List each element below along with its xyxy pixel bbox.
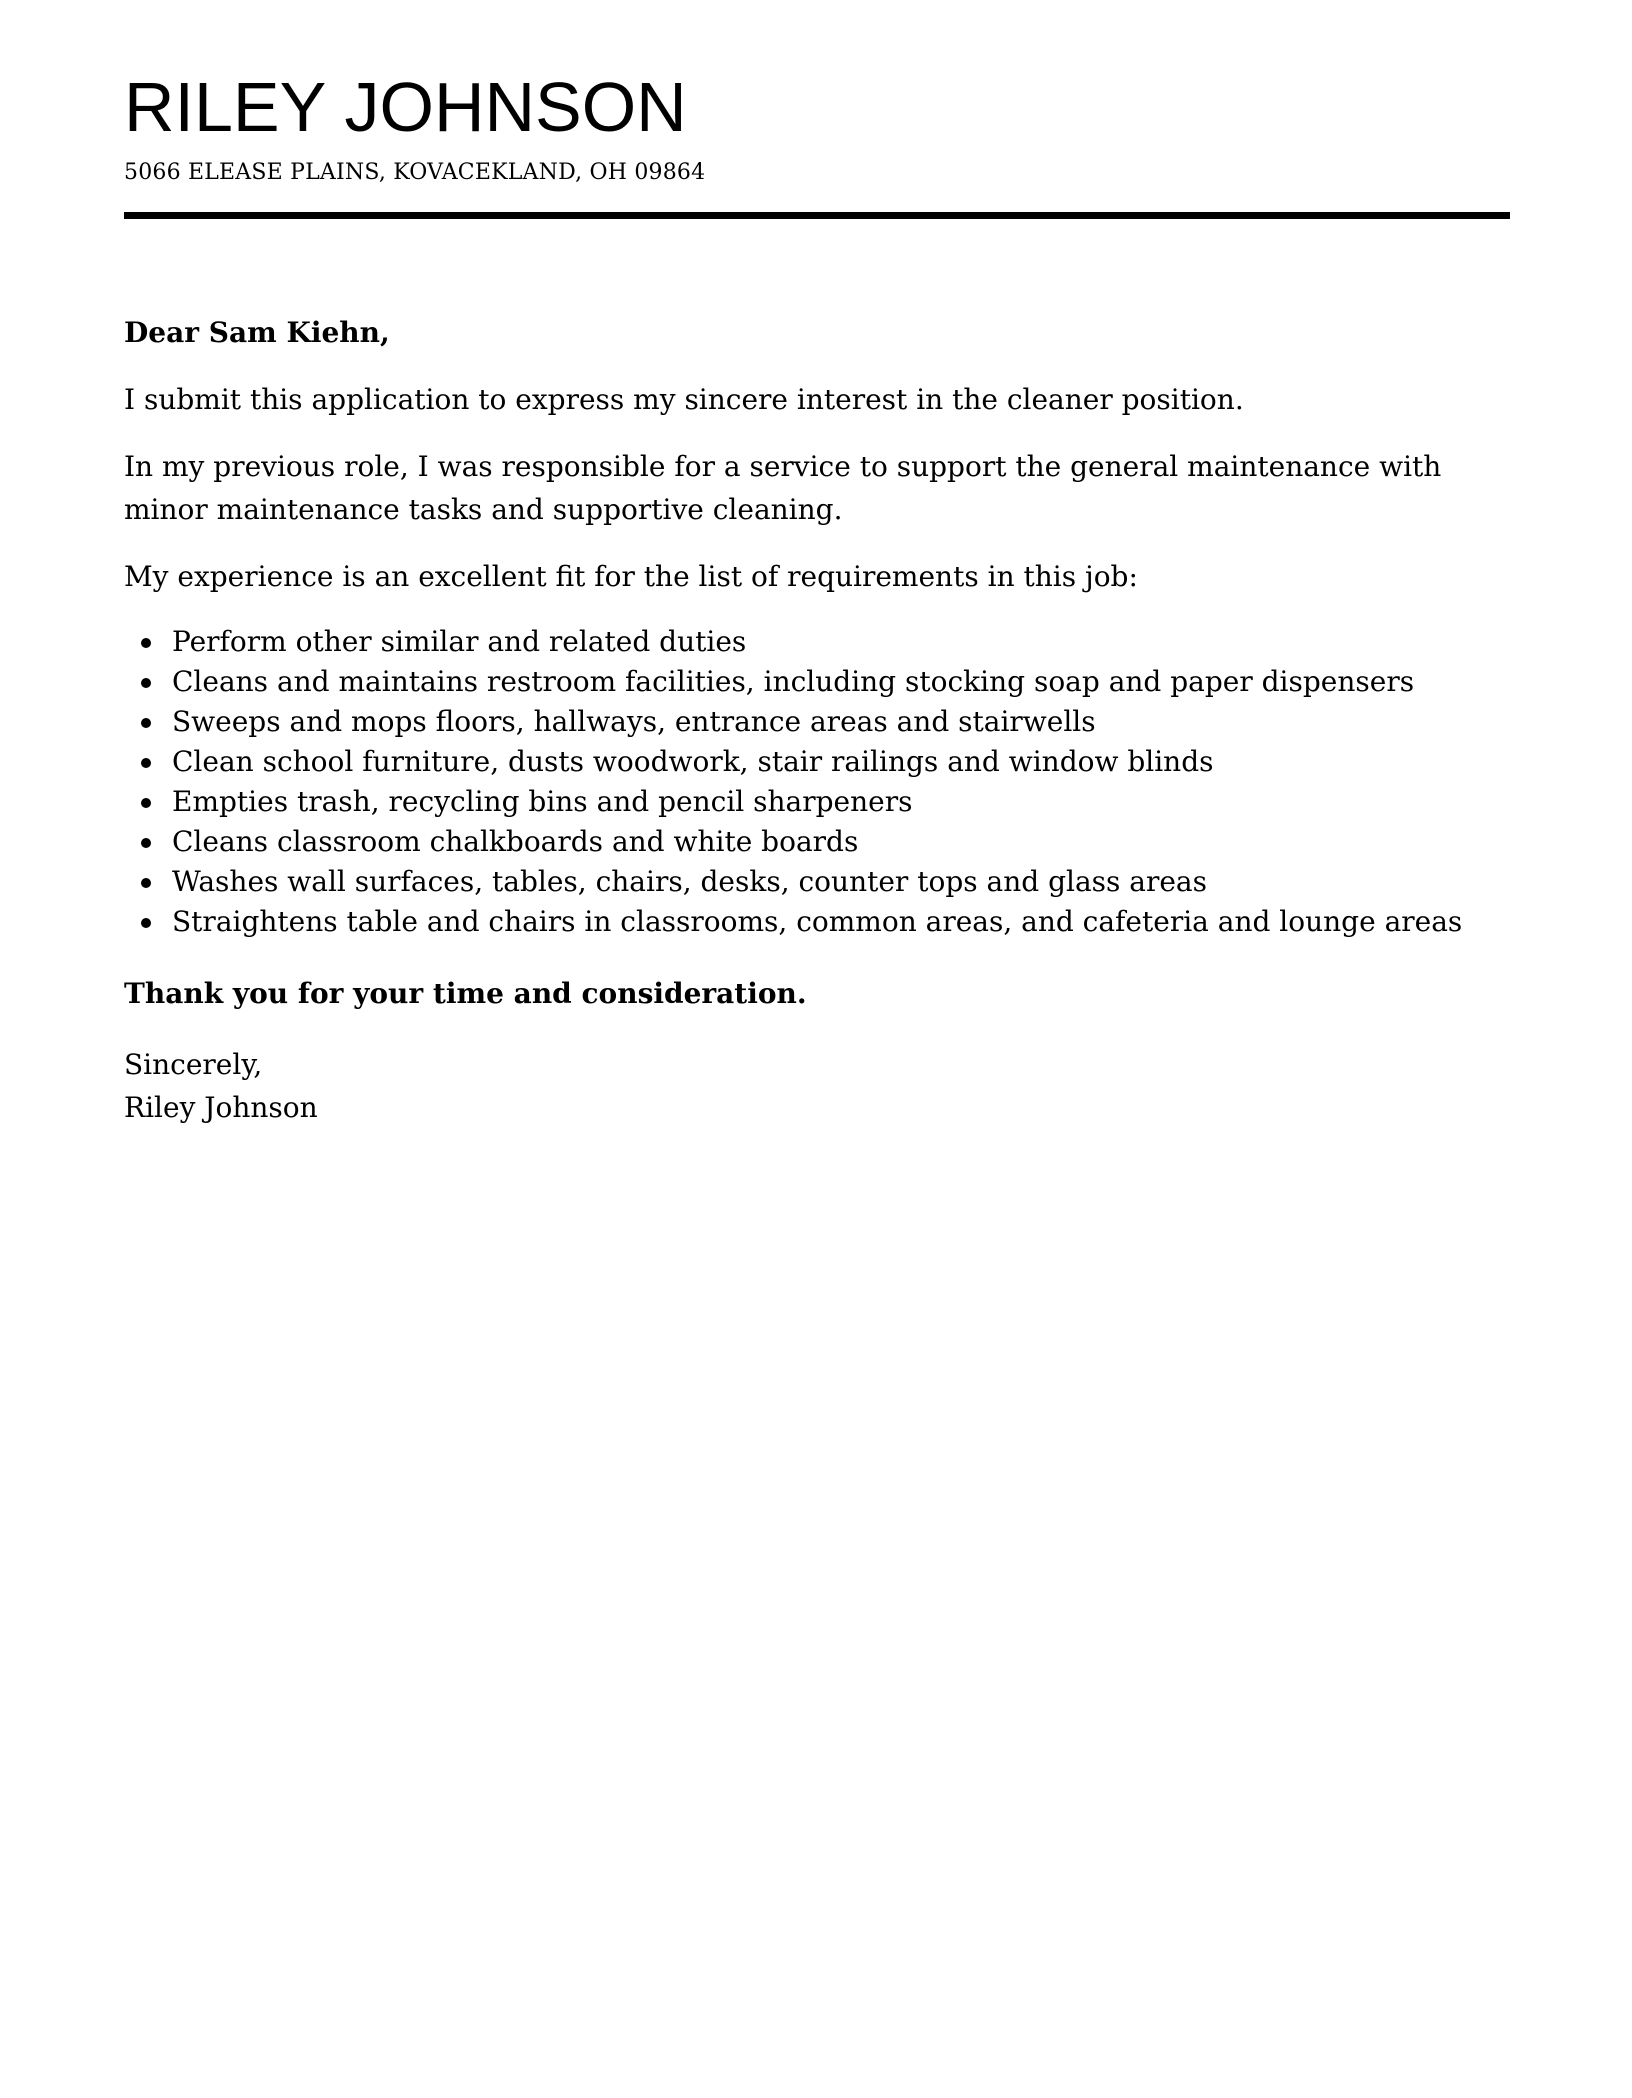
bullet-icon	[141, 838, 151, 848]
bullet-icon	[141, 798, 151, 808]
signature-name: Riley Johnson	[124, 1091, 318, 1125]
signoff: Sincerely,	[124, 1048, 263, 1082]
list-item-text: Perform other similar and related duties	[172, 625, 747, 659]
list-item	[124, 862, 1510, 902]
closing-line: Thank you for your time and consideration.	[124, 977, 807, 1011]
applicant-name: RILEY JOHNSON	[124, 68, 687, 146]
list-item-text: Sweeps and mops floors, hallways, entrance areas and stairwells	[172, 705, 1096, 739]
list-item	[124, 702, 1510, 742]
list-item-text: Cleans and maintains restroom facilities, including stocking soap and paper dispensers	[172, 665, 1415, 699]
bullet-icon	[141, 758, 151, 768]
list-item-text: Cleans classroom chalkboards and white boards	[172, 825, 859, 859]
list-item-text: Clean school furniture, dusts woodwork, stair railings and window blinds	[172, 745, 1214, 779]
list-item	[124, 782, 1510, 822]
intro-paragraph: I submit this application to express my sincere interest in the cleaner position.	[124, 383, 1244, 417]
list-item	[124, 622, 1510, 662]
bullet-icon	[141, 678, 151, 688]
cover-letter-page	[124, 60, 1510, 1129]
list-item	[124, 662, 1510, 702]
list-item	[124, 742, 1510, 782]
list-item-text: Washes wall surfaces, tables, chairs, desks, counter tops and glass areas	[172, 865, 1207, 899]
bullet-icon	[141, 638, 151, 648]
list-item	[124, 822, 1510, 862]
bullet-icon	[141, 878, 151, 888]
experience-paragraph: In my previous role, I was responsible for a service to support the general maintenance with minor maintenance tasks and supportive cleaning.	[124, 450, 1442, 527]
list-item-text: Straightens table and chairs in classrooms, common areas, and cafeteria and lounge areas	[172, 905, 1463, 939]
fit-lead-paragraph: My experience is an excellent fit for the list of requirements in this job:	[124, 560, 1138, 594]
salutation: Dear Sam Kiehn,	[124, 316, 390, 350]
bullet-icon	[141, 918, 151, 928]
header-divider	[124, 212, 1510, 219]
list-item	[124, 902, 1510, 942]
applicant-address: 5066 ELEASE PLAINS, KOVACEKLAND, OH 09864	[124, 160, 706, 185]
bullet-icon	[141, 718, 151, 728]
list-item-text: Empties trash, recycling bins and pencil sharpeners	[172, 785, 913, 819]
requirements-list	[124, 622, 1510, 942]
letter-body	[124, 311, 1510, 1129]
